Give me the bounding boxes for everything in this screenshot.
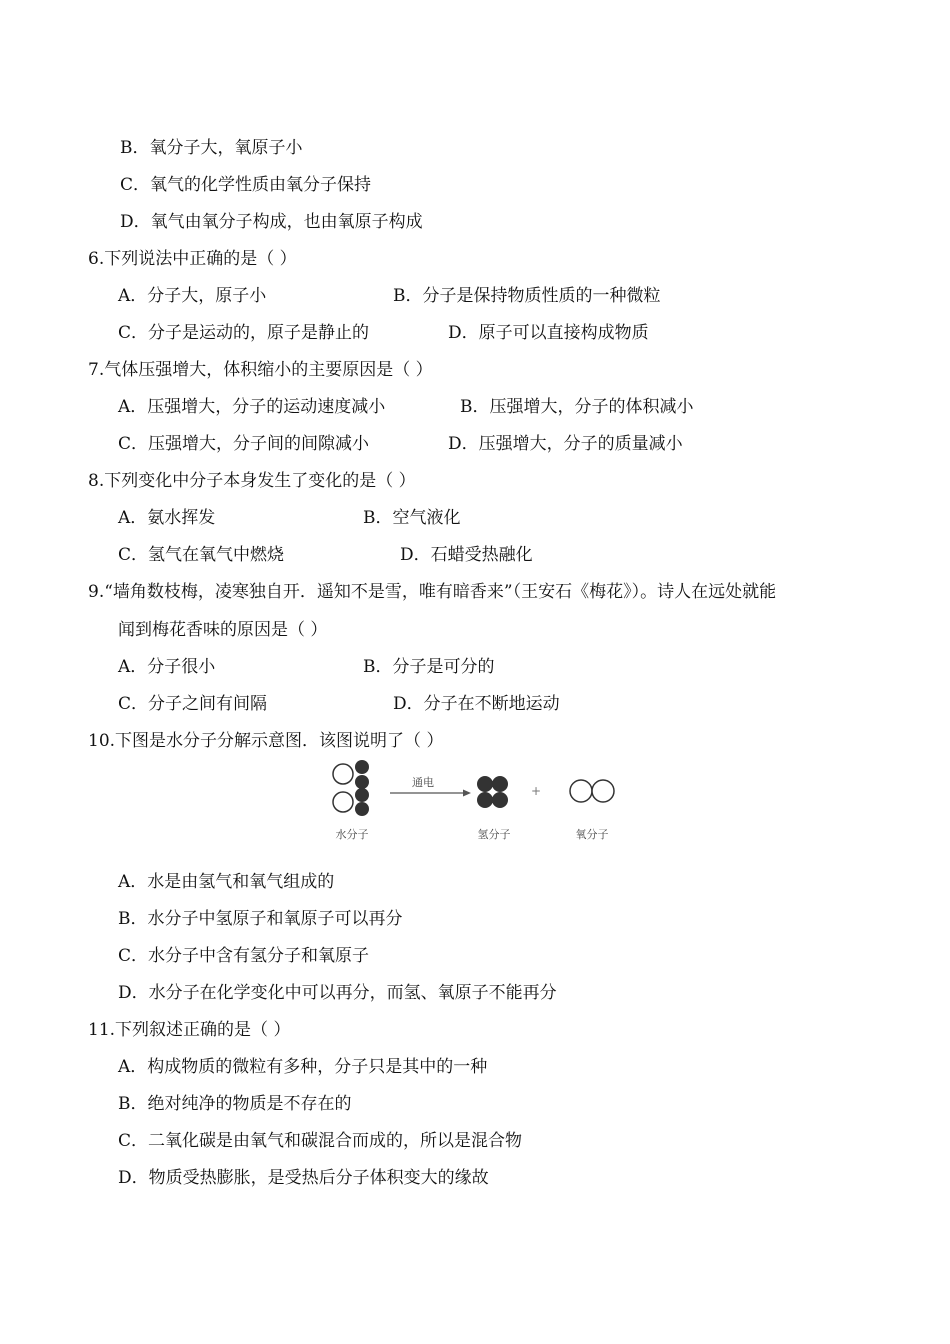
water-decomposition-diagram	[322, 756, 632, 850]
q7-option-a: A．压强增大，分子的运动速度减小	[118, 397, 386, 417]
water-molecule-label: 水分子	[335, 828, 369, 841]
q6-stem: 6.下列说法中正确的是（ ）	[88, 249, 297, 269]
q6-option-d: D．原子可以直接构成物质	[448, 323, 649, 343]
q8-stem: 8.下列变化中分子本身发生了变化的是（ ）	[88, 471, 416, 491]
q10-option-c: C．水分子中含有氢分子和氧原子	[118, 946, 370, 966]
q6-option-c: C．分子是运动的，原子是静止的	[118, 323, 370, 343]
q7-option-c: C．压强增大，分子间的间隙减小	[118, 434, 370, 454]
hydrogen-molecules-icon	[477, 776, 508, 808]
hydrogen-molecule-label: 氢分子	[477, 828, 511, 841]
q11-option-c: C．二氧化碳是由氧气和碳混合而成的，所以是混合物	[118, 1131, 523, 1151]
plus-sign: +	[530, 784, 542, 798]
q5-option-b: B．氧分子大，氧原子小	[120, 138, 303, 158]
oxygen-molecule-icon	[570, 780, 614, 802]
q9-option-d: D．分子在不断地运动	[393, 694, 560, 714]
arrow-icon	[390, 790, 471, 797]
q11-option-d: D．物质受热膨胀，是受热后分子体积变大的缘故	[118, 1168, 489, 1188]
q9-option-b: B．分子是可分的	[363, 657, 495, 677]
q6-option-b: B．分子是保持物质性质的一种微粒	[393, 286, 661, 306]
q8-option-c: C．氢气在氧气中燃烧	[118, 545, 285, 565]
q5-option-d: D．氧气由氧分子构成，也由氧原子构成	[120, 212, 423, 232]
q10-option-d: D．水分子在化学变化中可以再分，而氢、氧原子不能再分	[118, 983, 557, 1003]
q9-option-a: A．分子很小	[118, 657, 216, 677]
q10-stem: 10.下图是水分子分解示意图．该图说明了（ ）	[88, 731, 444, 751]
oxygen-molecule-label: 氧分子	[575, 828, 609, 841]
q11-stem: 11.下列叙述正确的是（ ）	[88, 1020, 291, 1040]
q10-option-a: A．水是由氢气和氧气组成的	[118, 872, 335, 892]
q11-option-b: B．绝对纯净的物质是不存在的	[118, 1094, 352, 1114]
q10-option-b: B．水分子中氢原子和氧原子可以再分	[118, 909, 403, 929]
q8-option-a: A．氨水挥发	[118, 508, 216, 528]
q11-option-a: A．构成物质的微粒有多种，分子只是其中的一种	[118, 1057, 488, 1077]
q8-option-d: D．石蜡受热融化	[400, 545, 533, 565]
q7-option-d: D．压强增大，分子的质量减小	[448, 434, 683, 454]
q6-option-a: A．分子大，原子小	[118, 286, 267, 306]
q5-option-c: C．氧气的化学性质由氧分子保持	[120, 175, 372, 195]
water-molecules-icon	[333, 760, 369, 816]
q7-option-b: B．压强增大，分子的体积减小	[460, 397, 694, 417]
arrow-label: 通电	[412, 776, 434, 789]
q9-option-c: C．分子之间有间隔	[118, 694, 268, 714]
q8-option-b: B．空气液化	[363, 508, 461, 528]
q7-stem: 7.气体压强增大，体积缩小的主要原因是（ ）	[88, 360, 433, 380]
q9-stem-line2: 闻到梅花香味的原因是（ ）	[118, 620, 328, 640]
q9-stem-line1: 9.“墙角数枝梅，凌寒独自开．遥知不是雪，唯有暗香来”（王安石《梅花》）。诗人在远处就能	[88, 582, 777, 602]
